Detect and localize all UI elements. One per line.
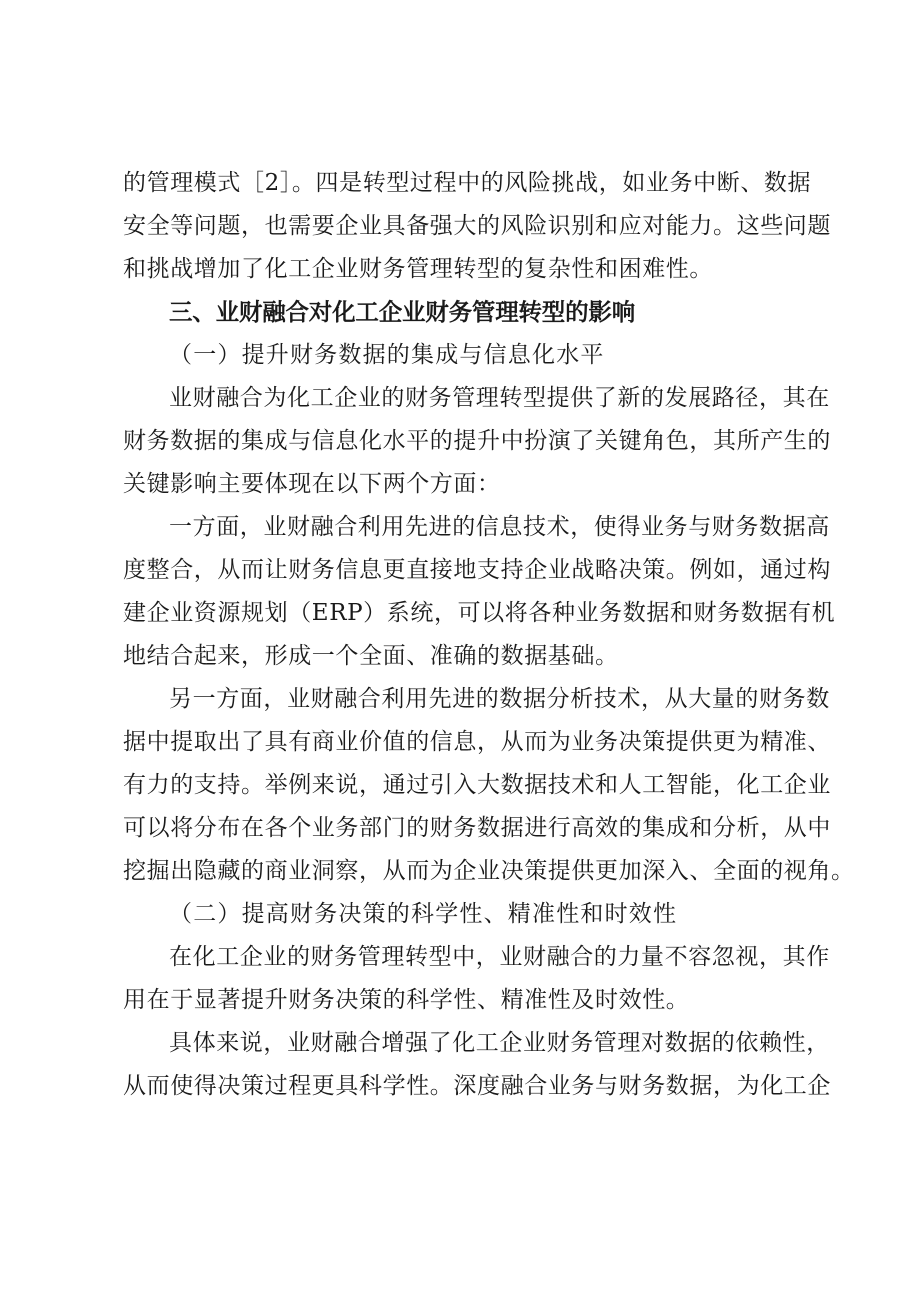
paragraph-line: 在化工企业的财务管理转型中，业财融合的力量不容忽视，其作 xyxy=(169,944,830,970)
paragraph-line: 建企业资源规划（ERP）系统，可以将各种业务数据和财务数据有机 xyxy=(123,600,836,626)
paragraph-line: 可以将分布在各个业务部门的财务数据进行高效的集成和分析，从中 xyxy=(123,815,831,841)
paragraph-line: 安全等问题，也需要企业具备强大的风险识别和应对能力。这些问题 xyxy=(123,213,831,239)
paragraph-line: 关键影响主要体现在以下两个方面： xyxy=(123,471,501,497)
paragraph-line: 据中提取出了具有商业价值的信息，从而为业务决策提供更为精准、 xyxy=(123,729,831,755)
paragraph-line: 具体来说，业财融合增强了化工企业财务管理对数据的依赖性， xyxy=(169,1030,830,1056)
paragraph-line: 一方面，业财融合利用先进的信息技术，使得业务与财务数据高 xyxy=(169,514,830,540)
paragraph-line: 挖掘出隐藏的商业洞察，从而为企业决策提供更加深入、全面的视角。 xyxy=(123,858,855,884)
paragraph-line: 地结合起来，形成一个全面、准确的数据基础。 xyxy=(123,643,619,669)
paragraph-line: 业财融合为化工企业的财务管理转型提供了新的发展路径，其在 xyxy=(169,385,830,411)
paragraph-line: 的管理模式［2］。四是转型过程中的风险挑战，如业务中断、数据 xyxy=(123,170,812,196)
paragraph-line: 度整合，从而让财务信息更直接地支持企业战略决策。例如，通过构 xyxy=(123,557,831,583)
paragraph-line: 另一方面，业财融合利用先进的数据分析技术，从大量的财务数 xyxy=(169,686,830,712)
subsection-heading-1: （一）提升财务数据的集成与信息化水平 xyxy=(169,342,605,368)
section-heading: 三、业财融合对化工企业财务管理转型的影响 xyxy=(169,298,635,326)
paragraph-line: 财务数据的集成与信息化水平的提升中扮演了关键角色，其所产生的 xyxy=(123,428,831,454)
paragraph-line: 有力的支持。举例来说，通过引入大数据技术和人工智能，化工企业 xyxy=(123,772,831,798)
paragraph-line: 和挑战增加了化工企业财务管理转型的复杂性和困难性。 xyxy=(123,256,713,282)
paragraph-line: 从而使得决策过程更具科学性。深度融合业务与财务数据，为化工企 xyxy=(123,1073,831,1099)
paragraph-line: 用在于显著提升财务决策的科学性、精准性及时效性。 xyxy=(123,987,690,1013)
subsection-heading-2: （二）提高财务决策的科学性、精准性和时效性 xyxy=(169,901,678,927)
